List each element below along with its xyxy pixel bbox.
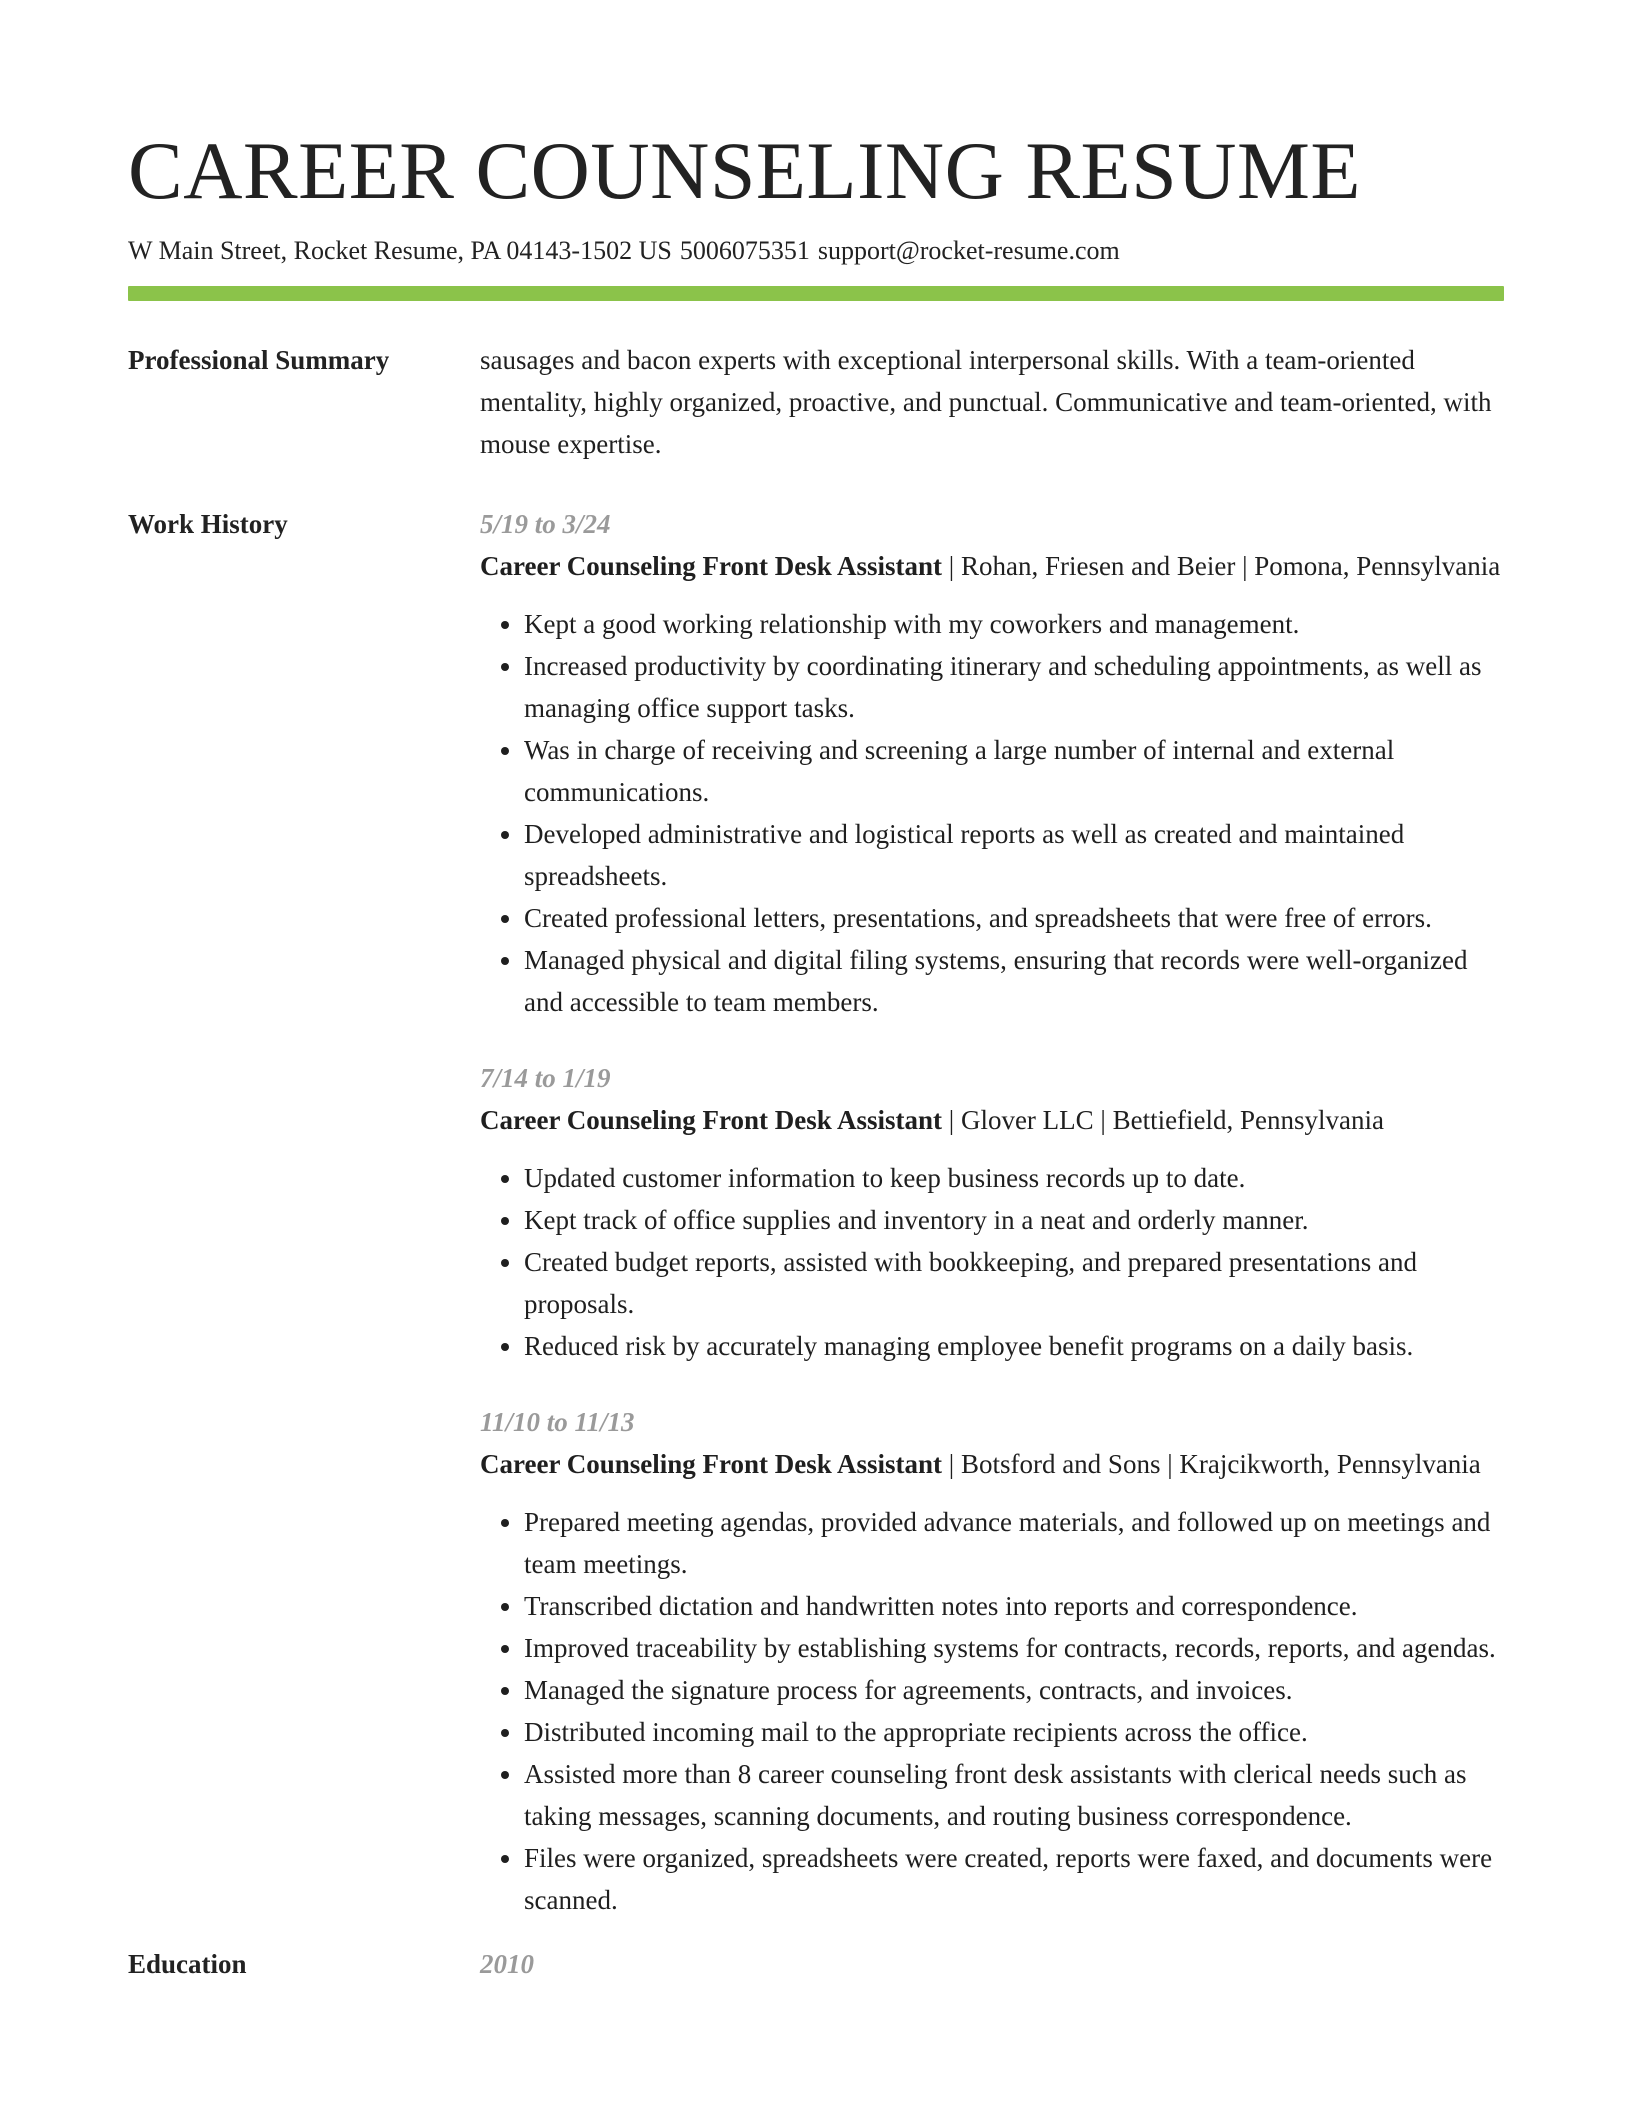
job-duties-list	[480, 1501, 1504, 1921]
job-duty-item: • Distributed incoming mail to the appropriate recipients across the office.	[524, 1711, 1504, 1753]
job-duty-item: • Managed physical and digital filing systems, ensuring that records were well-organized and accessible to team members.	[524, 939, 1504, 1023]
education-label: Education	[128, 1949, 247, 1979]
resume-title: CAREER COUNSELING RESUME	[128, 125, 1361, 216]
job-duty-item: • Increased productivity by coordinating itinerary and scheduling appointments, as well as managing office support tasks.	[524, 645, 1504, 729]
contact-line	[128, 234, 1504, 268]
job-title: Career Counseling Front Desk Assistant	[480, 1105, 943, 1135]
job-duty-item: • Developed administrative and logistical reports as well as created and maintained spreadsheets.	[524, 813, 1504, 897]
job-duty-item: • Kept track of office supplies and inventory in a neat and orderly manner.	[524, 1199, 1504, 1241]
job-title: Career Counseling Front Desk Assistant	[480, 1449, 943, 1479]
job-entry	[480, 1401, 1504, 1921]
job-duty-item: • Updated customer information to keep business records up to date.	[524, 1157, 1504, 1199]
job-duty-item: • Assisted more than 8 career counseling front desk assistants with clerical needs such as taking messages, scanning documents, and routing business correspondence.	[524, 1753, 1504, 1837]
job-duty-item: • Improved traceability by establishing systems for contracts, records, reports, and agendas.	[524, 1627, 1504, 1669]
job-duty-item: • Was in charge of receiving and screening a large number of internal and external communications.	[524, 729, 1504, 813]
contact-phone: 5006075351	[679, 236, 810, 265]
contact-address: W Main Street, Rocket Resume, PA 04143-1502 US	[128, 236, 672, 265]
job-duties-list	[480, 603, 1504, 1023]
job-duty-item: • Created budget reports, assisted with bookkeeping, and prepared presentations and proposals.	[524, 1241, 1504, 1325]
job-duty-item: • Reduced risk by accurately managing employee benefit programs on a daily basis.	[524, 1325, 1504, 1367]
job-entry	[480, 503, 1504, 1023]
job-duty-item: • Transcribed dictation and handwritten notes into reports and correspondence.	[524, 1585, 1504, 1627]
job-heading	[480, 1443, 1504, 1485]
summary-label: Professional Summary	[128, 345, 390, 375]
job-duty-item: • Created professional letters, presentations, and spreadsheets that were free of errors.	[524, 897, 1504, 939]
job-details: | Botsford and Sons | Krajcikworth, Pennsylvania	[942, 1449, 1481, 1479]
work-history-section	[128, 503, 1504, 1921]
job-details: | Glover LLC | Bettiefield, Pennsylvania	[942, 1105, 1385, 1135]
summary-body	[480, 339, 1504, 465]
job-duty-item: • Files were organized, spreadsheets were created, reports were faxed, and documents were scanned.	[524, 1837, 1504, 1921]
job-heading	[480, 545, 1504, 587]
job-dates: 7/14 to 1/19	[480, 1063, 611, 1093]
job-details: | Rohan, Friesen and Beier | Pomona, Pennsylvania	[942, 551, 1501, 581]
job-title: Career Counseling Front Desk Assistant	[480, 551, 943, 581]
accent-divider	[128, 286, 1504, 301]
education-body	[480, 1943, 1504, 1985]
job-dates: 11/10 to 11/13	[480, 1407, 635, 1437]
summary-section	[128, 339, 1504, 465]
job-duty-item: • Managed the signature process for agreements, contracts, and invoices.	[524, 1669, 1504, 1711]
job-duty-item: • Prepared meeting agendas, provided advance materials, and followed up on meetings and team meetings.	[524, 1501, 1504, 1585]
summary-text: sausages and bacon experts with exceptional interpersonal skills. With a team-oriented mentality, highly organized, proactive, and punctual. Communicative and team-oriented, with mouse expertise.	[480, 345, 1492, 459]
job-duties-list	[480, 1157, 1504, 1367]
job-duty-item: • Kept a good working relationship with my coworkers and management.	[524, 603, 1504, 645]
job-heading	[480, 1099, 1504, 1141]
education-section	[128, 1943, 1504, 1985]
education-dates: 2010	[480, 1949, 534, 1979]
job-dates: 5/19 to 3/24	[480, 509, 611, 539]
resume-page	[128, 118, 1504, 1985]
work-history-body	[480, 503, 1504, 1921]
contact-email: support@rocket-resume.com	[817, 236, 1120, 265]
work-history-label: Work History	[128, 509, 288, 539]
job-entry	[480, 1057, 1504, 1367]
